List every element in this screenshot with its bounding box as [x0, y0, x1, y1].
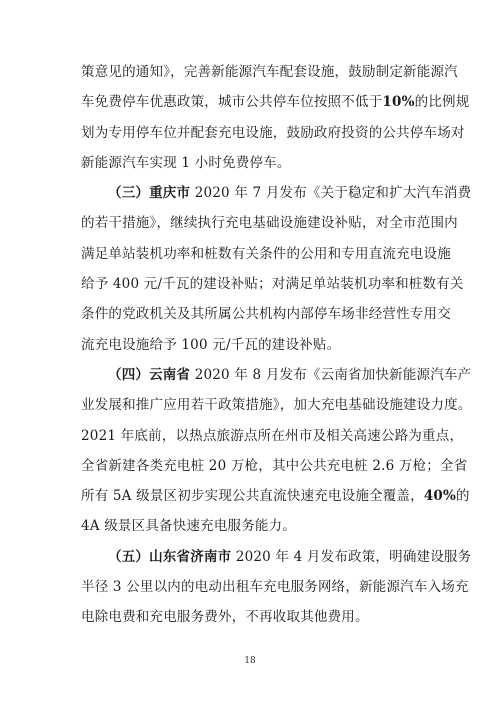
text-line	[81, 269, 464, 299]
text-run: 的若干措施》，继续执行充电基础设施建设补贴，对全市范围内	[81, 215, 458, 232]
text-run: 条件的党政机关及其所属公共机构内部停车场非经营性专用交	[81, 306, 451, 323]
text-run: 2021 年底前，以热点旅游点所在州市及相关高速公路为重点，	[81, 427, 464, 444]
text-run: 流充电设施给予 100 元/千瓦的建设补贴。	[81, 336, 341, 353]
text-run: 半径 3 公里以内的电动出租车充电服务网络，新能源汽车入场充	[81, 579, 469, 596]
paragraph	[81, 178, 472, 360]
bold-text: 40%	[423, 488, 457, 505]
text-line	[81, 360, 472, 390]
text-line	[81, 178, 472, 208]
text-run: 所有 5A 级景区初步实现公共直流快速充电设施全覆盖，	[81, 488, 424, 505]
paragraph	[81, 360, 472, 542]
text-run: 2020 年 4 月发布政策，明确建设服务	[231, 548, 472, 565]
bold-text: 10%	[382, 94, 415, 111]
text-run: 给予 400 元/千瓦的建设补贴；对满足单站装机功率和桩数有关	[81, 276, 464, 293]
text-run: 的比例规	[414, 94, 470, 111]
text-run: 新能源汽车实现 1 小时免费停车。	[81, 154, 291, 171]
text-run: 业发展和推广应用若干政策措施》，加大充电基础设施建设力度。	[81, 397, 472, 414]
text-line	[81, 299, 451, 329]
text-line	[81, 451, 468, 481]
text-line	[81, 511, 441, 541]
page-number: 18	[244, 656, 256, 666]
text-line	[81, 572, 469, 602]
text-line	[81, 602, 441, 632]
paragraph	[81, 57, 470, 178]
text-line	[81, 118, 465, 148]
text-line	[81, 239, 451, 269]
bold-text: （五）山东省济南市	[108, 548, 232, 565]
text-line	[81, 148, 441, 178]
text-line	[81, 87, 470, 117]
text-line	[81, 330, 441, 360]
text-run: 车免费停车优惠政策，城市公共停车位按照不低于	[81, 94, 383, 111]
text-run: 的	[456, 488, 470, 505]
bold-text: （三）重庆市	[108, 185, 191, 202]
text-line	[81, 421, 464, 451]
text-run: 4A 级景区具备快速充电服务能力。	[81, 518, 297, 535]
text-run: 策意见的通知》，完善新能源汽车配套设施，鼓励制定新能源汽	[81, 64, 458, 80]
paragraph	[81, 542, 472, 633]
text-run: 2020 年 7 月发布《关于稳定和扩大汽车消费	[190, 185, 472, 202]
bold-text: （四）云南省	[108, 366, 191, 383]
text-run: 满足单站装机功率和桩数有关条件的公用和专用直流充电设施	[81, 245, 451, 262]
body-text	[81, 57, 472, 633]
text-line	[81, 390, 472, 420]
text-run: 划为专用停车位并配套充电设施，鼓励政府投资的公共停车场对	[81, 124, 465, 141]
text-line	[81, 57, 458, 87]
text-run: 全省新建各类充电桩 20 万枪，其中公共充电桩 2.6 万枪；全省	[81, 457, 468, 474]
text-run: 电除电费和充电服务费外，不再收取其他费用。	[81, 609, 369, 626]
text-line	[81, 208, 458, 238]
text-line	[81, 542, 472, 572]
text-run: 2020 年 8 月发布《云南省加快新能源汽车产	[190, 366, 472, 383]
text-line	[81, 481, 470, 511]
